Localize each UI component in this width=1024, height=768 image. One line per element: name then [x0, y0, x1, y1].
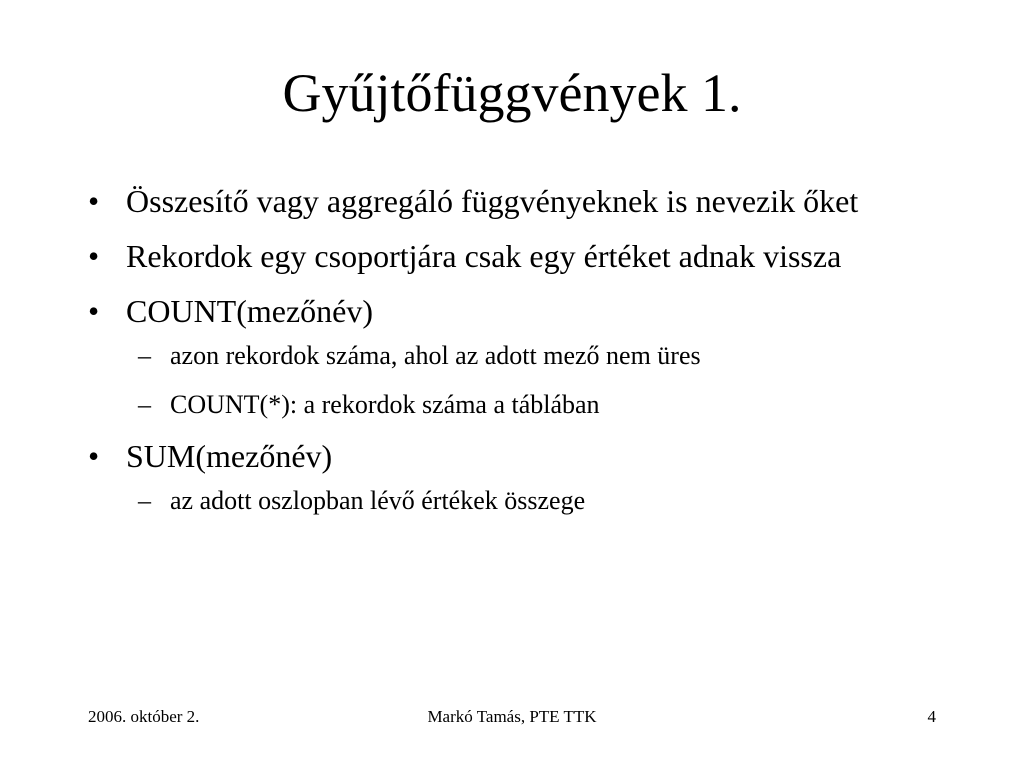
sub-bullet-list	[126, 337, 948, 424]
sub-bullet-text: azon rekordok száma, ahol az adott mező nem üres	[170, 341, 701, 370]
sub-bullet-text: az adott oszlopban lévő értékek összege	[170, 486, 586, 515]
bullet-marker: •	[88, 238, 100, 274]
footer-date: 2006. október 2.	[88, 707, 200, 726]
sub-bullet-item	[126, 337, 948, 375]
bullet-text: Rekordok egy csoportjára csak egy értéket adnak vissza	[126, 238, 842, 274]
footer-page-number: 4	[927, 707, 936, 726]
bullet-item	[88, 433, 948, 520]
dash-marker: –	[138, 341, 151, 370]
sub-bullet-text: COUNT(*): a rekordok száma a táblában	[170, 390, 600, 419]
bullet-marker: •	[88, 438, 100, 474]
bullet-item	[88, 288, 948, 424]
sub-bullet-item	[126, 482, 948, 520]
bullet-item	[88, 178, 948, 224]
sub-bullet-item	[126, 386, 948, 424]
bullet-item	[88, 233, 948, 279]
bullet-text: SUM(mezőnév)	[126, 438, 333, 474]
bullet-text: COUNT(mezőnév)	[126, 293, 374, 329]
footer-author: Markó Tamás, PTE TTK	[427, 707, 597, 726]
bullet-marker: •	[88, 293, 100, 329]
bullet-list	[88, 178, 948, 520]
dash-marker: –	[138, 390, 151, 419]
bullet-marker: •	[88, 183, 100, 219]
dash-marker: –	[138, 486, 151, 515]
bullet-text: Összesítő vagy aggregáló függvényeknek is nevezik őket	[126, 183, 859, 219]
slide-title: Gyűjtőfüggvények 1.	[282, 63, 742, 123]
sub-bullet-list	[126, 482, 948, 520]
